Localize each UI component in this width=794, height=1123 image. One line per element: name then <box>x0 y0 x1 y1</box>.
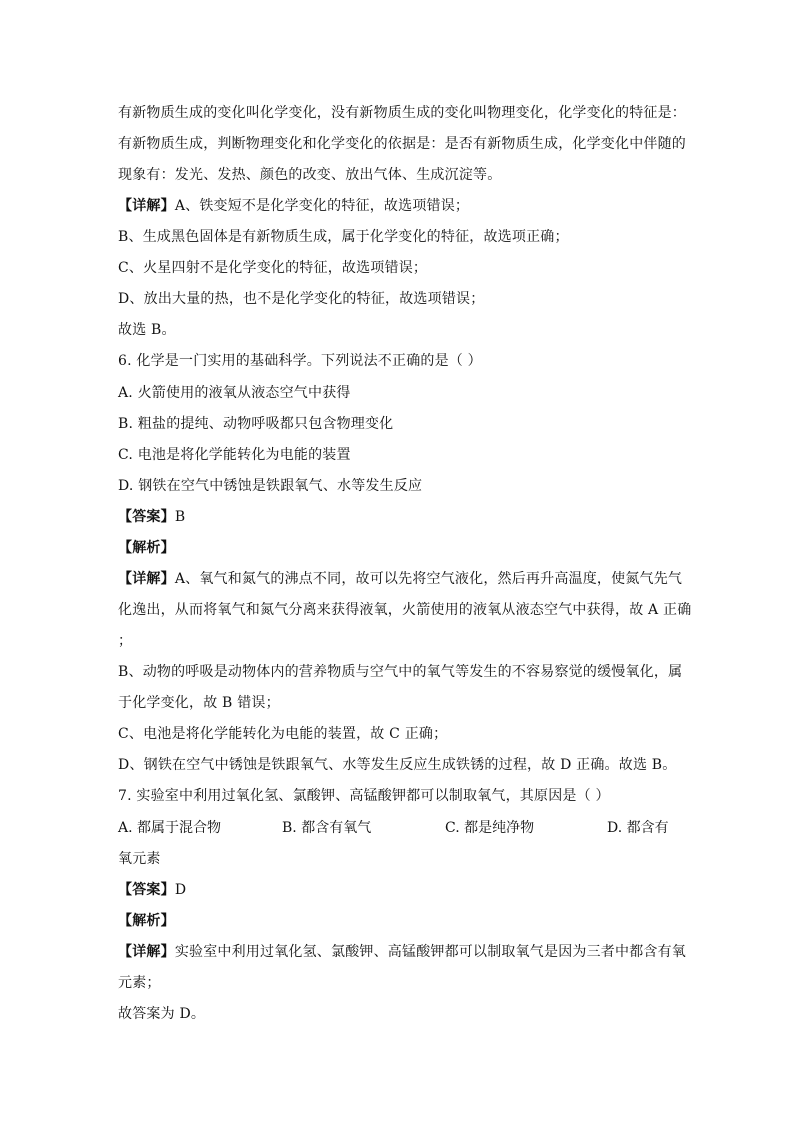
q6-option-a: A. 火箭使用的液氧从液态空气中获得 <box>118 385 351 401</box>
q5-detail-tag: 【详解】 <box>118 198 175 214</box>
q7-detail-line-2: 元素； <box>118 975 161 991</box>
q7-question: 7. 实验室中利用过氧化氢、氯酸钾、高锰酸钾都可以制取氧气，其原因是（ ） <box>118 788 610 804</box>
q7-options-row <box>118 818 678 838</box>
q5-detail-line-1 <box>118 196 678 216</box>
q7-detail-tag: 【详解】 <box>118 944 175 960</box>
q6-detail-line-2: 化逸出，从而将氧气和氮气分离来获得液氧，火箭使用的液氧从液态空气中获得，故 A 正确 <box>118 602 692 618</box>
q7-answer <box>118 880 678 900</box>
q6-answer <box>118 507 678 527</box>
q6-detail-line-4: B、动物的呼吸是动物体内的营养物质与空气中的氧气等发生的不容易察觉的缓慢氧化，属 <box>118 664 683 680</box>
q7-detail-text-1: 实验室中利用过氧化氢、氯酸钾、高锰酸钾都可以制取氧气是因为三者中都含有氧 <box>174 944 687 960</box>
q5-detail-line-4: D、放出大量的热，也不是化学变化的特征，故选项错误； <box>118 291 485 307</box>
q6-answer-value: B <box>174 509 186 525</box>
q5-conclusion: 故选 B。 <box>118 322 176 338</box>
q6-detail-line-5: 于化学变化，故 B 错误； <box>118 695 280 711</box>
intro-line-3: 现象有：发光、发热、颜色的改变、放出气体、生成沉淀等。 <box>118 167 502 183</box>
q5-detail-line-2: B、生成黑色固体是有新物质生成，属于化学变化的特征，故选项正确； <box>118 229 569 245</box>
q7-option-b: B. 都含有氧气 <box>282 820 372 836</box>
q6-detail-tag: 【详解】 <box>118 571 175 587</box>
q7-analysis-label: 【解析】 <box>118 913 175 929</box>
q6-option-c: C. 电池是将化学能转化为电能的装置 <box>118 447 351 463</box>
q6-detail-line-3: ； <box>118 633 133 649</box>
q6-option-d: D. 钢铁在空气中锈蚀是铁跟氧气、水等发生反应 <box>118 478 423 494</box>
q7-analysis-tag <box>118 911 678 931</box>
q6-question: 6. 化学是一门实用的基础科学。下列说法不正确的是（ ） <box>118 353 482 369</box>
q7-conclusion: 故答案为 D。 <box>118 1006 206 1022</box>
q6-option-b: B. 粗盐的提纯、动物呼吸都只包含物理变化 <box>118 416 394 432</box>
q5-detail-text-1: A、铁变短不是化学变化的特征，故选项错误； <box>174 198 470 214</box>
q7-option-d-wrap: 氧元素 <box>118 851 161 867</box>
q6-answer-tag: 【答案】 <box>118 509 175 525</box>
q6-analysis-label: 【解析】 <box>118 540 175 556</box>
q5-detail-line-3: C、火星四射不是化学变化的特征，故选项错误； <box>118 260 428 276</box>
q7-answer-value: D <box>174 882 187 898</box>
q6-detail-line-1 <box>118 569 683 589</box>
q7-option-a: A. 都属于混合物 <box>118 820 222 836</box>
q7-answer-tag: 【答案】 <box>118 882 175 898</box>
q7-option-d: D. 都含有 <box>607 820 669 836</box>
intro-line-1: 有新物质生成的变化叫化学变化，没有新物质生成的变化叫物理变化，化学变化的特征是： <box>118 105 686 121</box>
q7-option-c: C. 都是纯净物 <box>445 820 535 836</box>
q6-detail-line-7: D、钢铁在空气中锈蚀是铁跟氧气、水等发生反应生成铁锈的过程，故 D 正确。故选 B。 <box>118 757 677 773</box>
q6-analysis-tag <box>118 538 678 558</box>
q6-detail-text-1: A、氧气和氮气的沸点不同，故可以先将空气液化，然后再升高温度，使氮气先气 <box>174 571 683 587</box>
q6-detail-line-6: C、电池是将化学能转化为电能的装置，故 C 正确； <box>118 726 448 742</box>
q7-detail-line-1 <box>118 942 687 962</box>
intro-line-2: 有新物质生成，判断物理变化和化学变化的依据是：是否有新物质生成，化学变化中伴随的 <box>118 136 686 152</box>
